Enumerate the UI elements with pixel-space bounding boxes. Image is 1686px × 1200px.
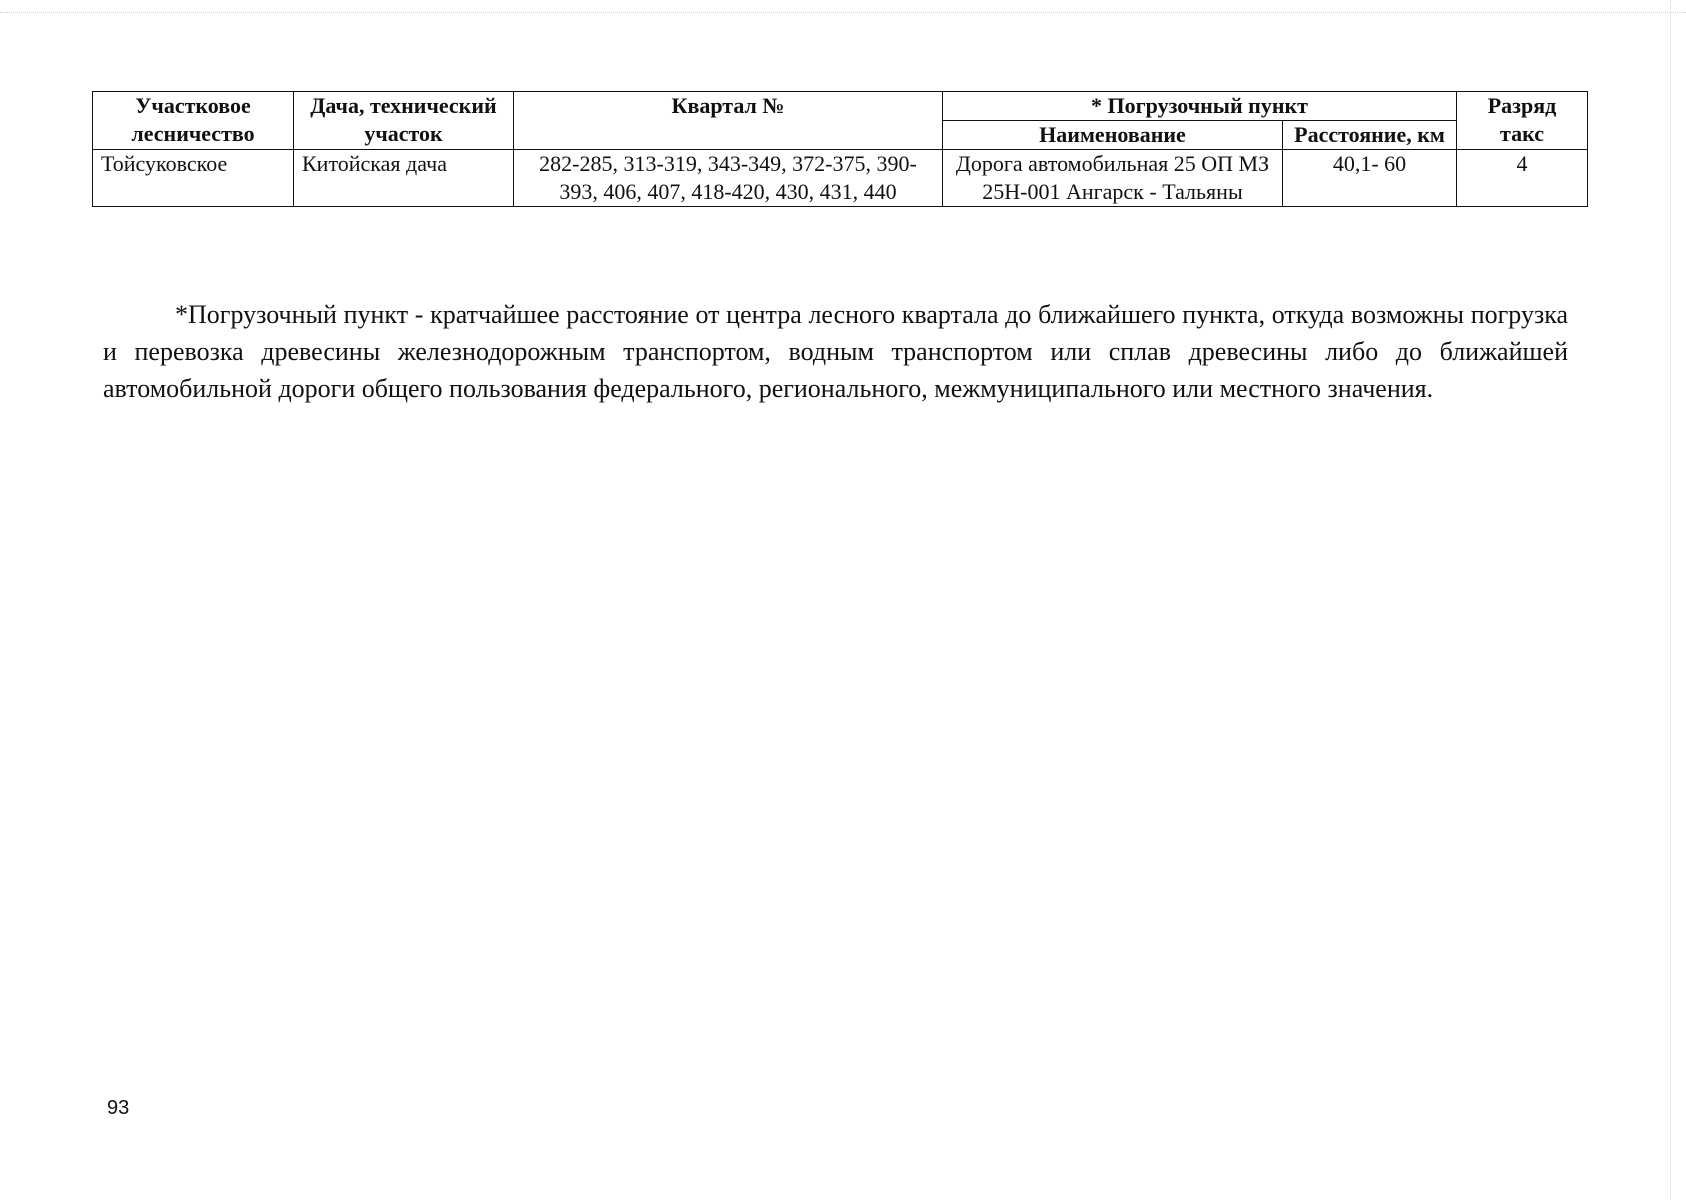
table-row <box>93 150 1588 207</box>
header-quarter: Квартал № <box>514 92 943 150</box>
header-distance: Расстояние, км <box>1283 121 1457 150</box>
header-loading-point-name: Наименование <box>943 121 1283 150</box>
header-loading-point: * Погрузочный пункт <box>943 92 1457 121</box>
header-dacha: Дача, технический участок <box>294 92 514 150</box>
cell-loading-point-name: Дорога автомобильная 25 ОП МЗ 25Н-001 Ангарск - Тальяны <box>943 150 1283 207</box>
cell-distance: 40,1- 60 <box>1283 150 1457 207</box>
cell-quarters: 282-285, 313-319, 343-349, 372-375, 390-393, 406, 407, 418-420, 430, 431, 440 <box>514 150 943 207</box>
header-tax-class: Разряд такс <box>1457 92 1588 150</box>
header-district: Участковое лесничество <box>93 92 294 150</box>
table-header-row-1 <box>93 92 1588 121</box>
scan-right-edge <box>1670 0 1672 1200</box>
cell-district: Тойсуковское <box>93 150 294 207</box>
scan-top-edge <box>0 12 1686 14</box>
loading-point-footnote: *Погрузочный пункт - кратчайшее расстояние от центра лесного квартала до ближайшего пункта, откуда возможны погрузка и перевозка древесины железнодорожным транспортом, водным транспортом или сплав древесины либо до ближайшей автомобильной дороги общего пользования федерального, регионального, межмуниципального или местного значения. <box>103 300 1568 403</box>
cell-dacha: Китойская дача <box>294 150 514 207</box>
page-number: 93 <box>107 1097 130 1119</box>
loading-point-table <box>92 91 1588 207</box>
cell-tax-class: 4 <box>1457 150 1588 207</box>
